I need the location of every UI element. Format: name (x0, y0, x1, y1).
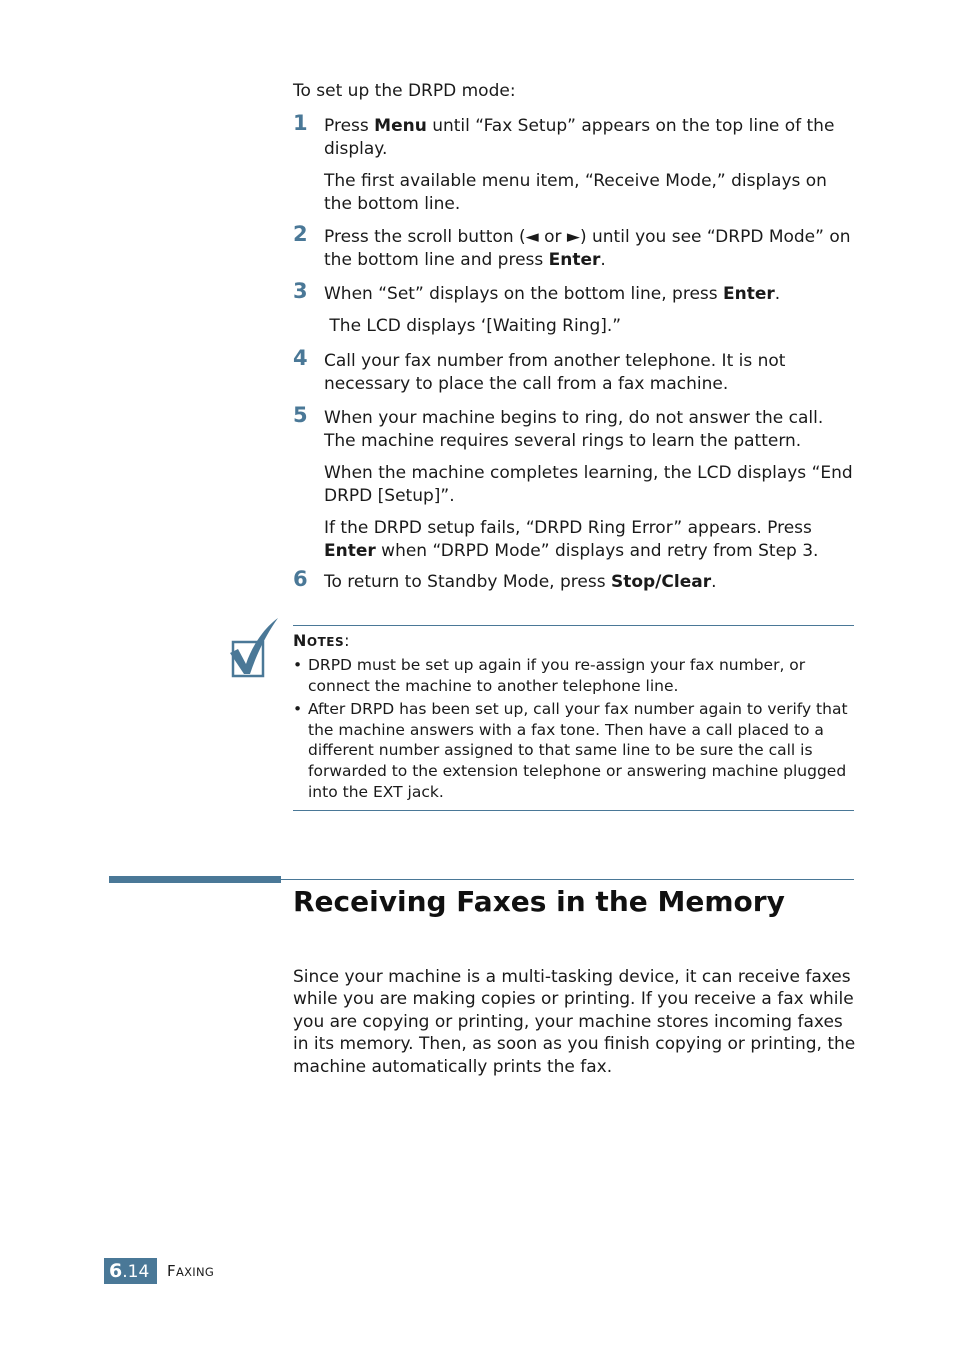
step-number: 2 (293, 222, 308, 246)
step-text: Press Menu until “Fax Setup” appears on the top line of the display. (324, 116, 835, 159)
step-2 (293, 222, 858, 272)
step-subtext: The first available menu item, “Receive Mode,” displays on the bottom line. (324, 171, 827, 214)
page-number: 6.14 (104, 1258, 157, 1284)
step-text: To return to Standby Mode, press Stop/Clear. (324, 572, 717, 592)
step-5 (293, 403, 858, 563)
step-text: Press the scroll button (◄ or ►) until you see “DRPD Mode” on the bottom line and press Enter. (324, 227, 851, 270)
section-paragraph: Since your machine is a multi-tasking device, it can receive faxes while you are making copies or printing. If you receive a fax while you are copying or printing, your machine stores incoming faxes in its memory. Then, as soon as you finish copying or printing, the machine automatically prints the fax. (293, 967, 856, 1077)
step-text: When your machine begins to ring, do not answer the call. The machine requires several rings to learn the pattern. (324, 408, 824, 451)
list-item: • After DRPD has been set up, call your fax number again to verify that the machine answers with a fax tone. Then have a call placed to a different number assigned to that same line to be sure the call is forwarded to the extension telephone or answering machine plugged into the EXT jack. (293, 700, 848, 801)
step-number: 3 (293, 279, 308, 303)
chapter-label: FAXING (167, 1262, 215, 1280)
step-subtext: The LCD displays ‘[Waiting Ring].” (324, 316, 622, 336)
step-number: 5 (293, 403, 308, 427)
intro-text: To set up the DRPD mode: (293, 81, 516, 101)
step-6 (293, 567, 858, 594)
step-4 (293, 346, 858, 396)
step-subtext: If the DRPD setup fails, “DRPD Ring Error” appears. Press Enter when “DRPD Mode” displays and retry from Step 3. (324, 518, 819, 561)
step-3 (293, 279, 858, 338)
notes-top-rule (293, 625, 854, 626)
step-text: Call your fax number from another telephone. It is not necessary to place the call from a fax machine. (324, 351, 786, 394)
step-1 (293, 111, 858, 216)
notes-title: NOTES: (293, 631, 351, 650)
step-text: When “Set” displays on the bottom line, press Enter. (324, 284, 781, 304)
notes-bottom-rule (293, 810, 854, 811)
notes-list (293, 655, 855, 802)
step-number: 4 (293, 346, 308, 370)
section-rule (281, 879, 854, 880)
list-item: • DRPD must be set up again if you re-assign your fax number, or connect the machine to another telephone line. (293, 656, 806, 695)
step-number: 1 (293, 111, 308, 135)
section-heading: Receiving Faxes in the Memory (293, 885, 785, 918)
step-number: 6 (293, 567, 308, 591)
checkmark-icon (228, 616, 280, 680)
section-bar (109, 876, 281, 883)
step-subtext: When the machine completes learning, the LCD displays “End DRPD [Setup]”. (324, 463, 853, 506)
